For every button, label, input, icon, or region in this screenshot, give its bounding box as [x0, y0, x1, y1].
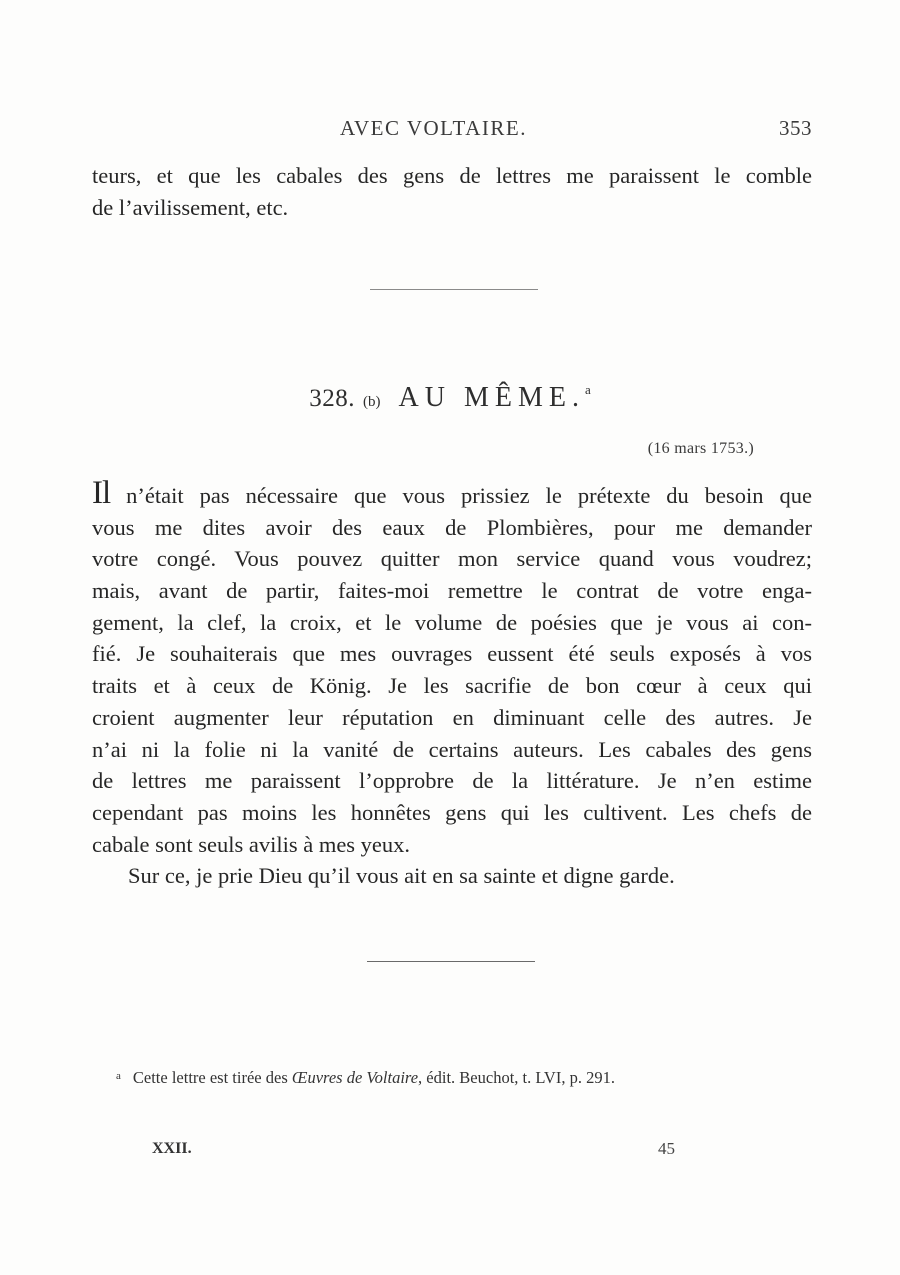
- text-line: croient augmenter leur réputation en diminuant celle des autres. Je: [92, 704, 812, 730]
- letter-closing: Sur ce, je prie Dieu qu’il vous ait en sa sainte et digne garde.: [128, 863, 675, 889]
- text-line: teurs, et que les cabales des gens de lettres me paraissent le comble: [92, 163, 812, 188]
- text-line: mais, avant de partir, faites-moi remettre le contrat de votre enga-: [92, 578, 812, 604]
- footnote-text: Cette lettre est tirée des: [132, 1068, 292, 1087]
- text-line: cabale sont seuls avilis à mes yeux.: [92, 831, 411, 857]
- footnote-reference: a: [584, 382, 591, 397]
- text-line: de lettres me paraissent l’opprobre de la littérature. Je n’en estime: [92, 768, 812, 794]
- end-divider: [367, 961, 535, 962]
- text-line-content: n’était pas nécessaire que vous prissiez le prétexte du besoin que: [110, 483, 812, 508]
- text-line: [92, 475, 812, 512]
- text-line: fié. Je souhaiterais que mes ouvrages eussent été seuls exposés à vos: [92, 641, 812, 667]
- letter-number: 328.: [309, 385, 355, 412]
- running-head-title: AVEC VOLTAIRE.: [340, 116, 527, 140]
- running-head: [90, 116, 812, 146]
- letter-mark: (b): [363, 394, 381, 410]
- text-line: gement, la clef, la croix, et le volume de poésies que je vous ai con-: [92, 609, 812, 635]
- drop-cap: Il: [92, 475, 111, 511]
- letter-addressee: AU MÊME.: [398, 382, 585, 413]
- text-line: vous me dites avoir des eaux de Plombières, pour me demander: [92, 514, 812, 540]
- text-line: de l’avilissement, etc.: [92, 194, 289, 220]
- footnote-mark: a: [116, 1070, 121, 1082]
- sheet-number: 45: [658, 1139, 675, 1158]
- section-divider: [370, 289, 538, 290]
- text-line: n’ai ni la folie ni la vanité de certains auteurs. Les cabales des gens: [92, 736, 812, 762]
- signature-mark: XXII.: [152, 1140, 192, 1157]
- continuation-paragraph: [92, 160, 812, 223]
- footnote: [116, 1068, 615, 1088]
- letter-heading: [0, 382, 900, 414]
- text-line: traits et à ceux de König. Je les sacrifie de bon cœur à ceux qui: [92, 673, 812, 699]
- letter-body: [92, 475, 812, 892]
- letter-date: (16 mars 1753.): [647, 440, 754, 457]
- footnote-title: Œuvres de Voltaire: [291, 1068, 419, 1087]
- page-number: 353: [779, 116, 812, 140]
- text-line: cependant pas moins les honnêtes gens qui les cultivent. Les chefs de: [92, 799, 812, 825]
- footnote-citation: , édit. Beuchot, t. LVI, p. 291.: [418, 1068, 615, 1087]
- text-line: votre congé. Vous pouvez quitter mon service quand vous voudrez;: [92, 546, 812, 572]
